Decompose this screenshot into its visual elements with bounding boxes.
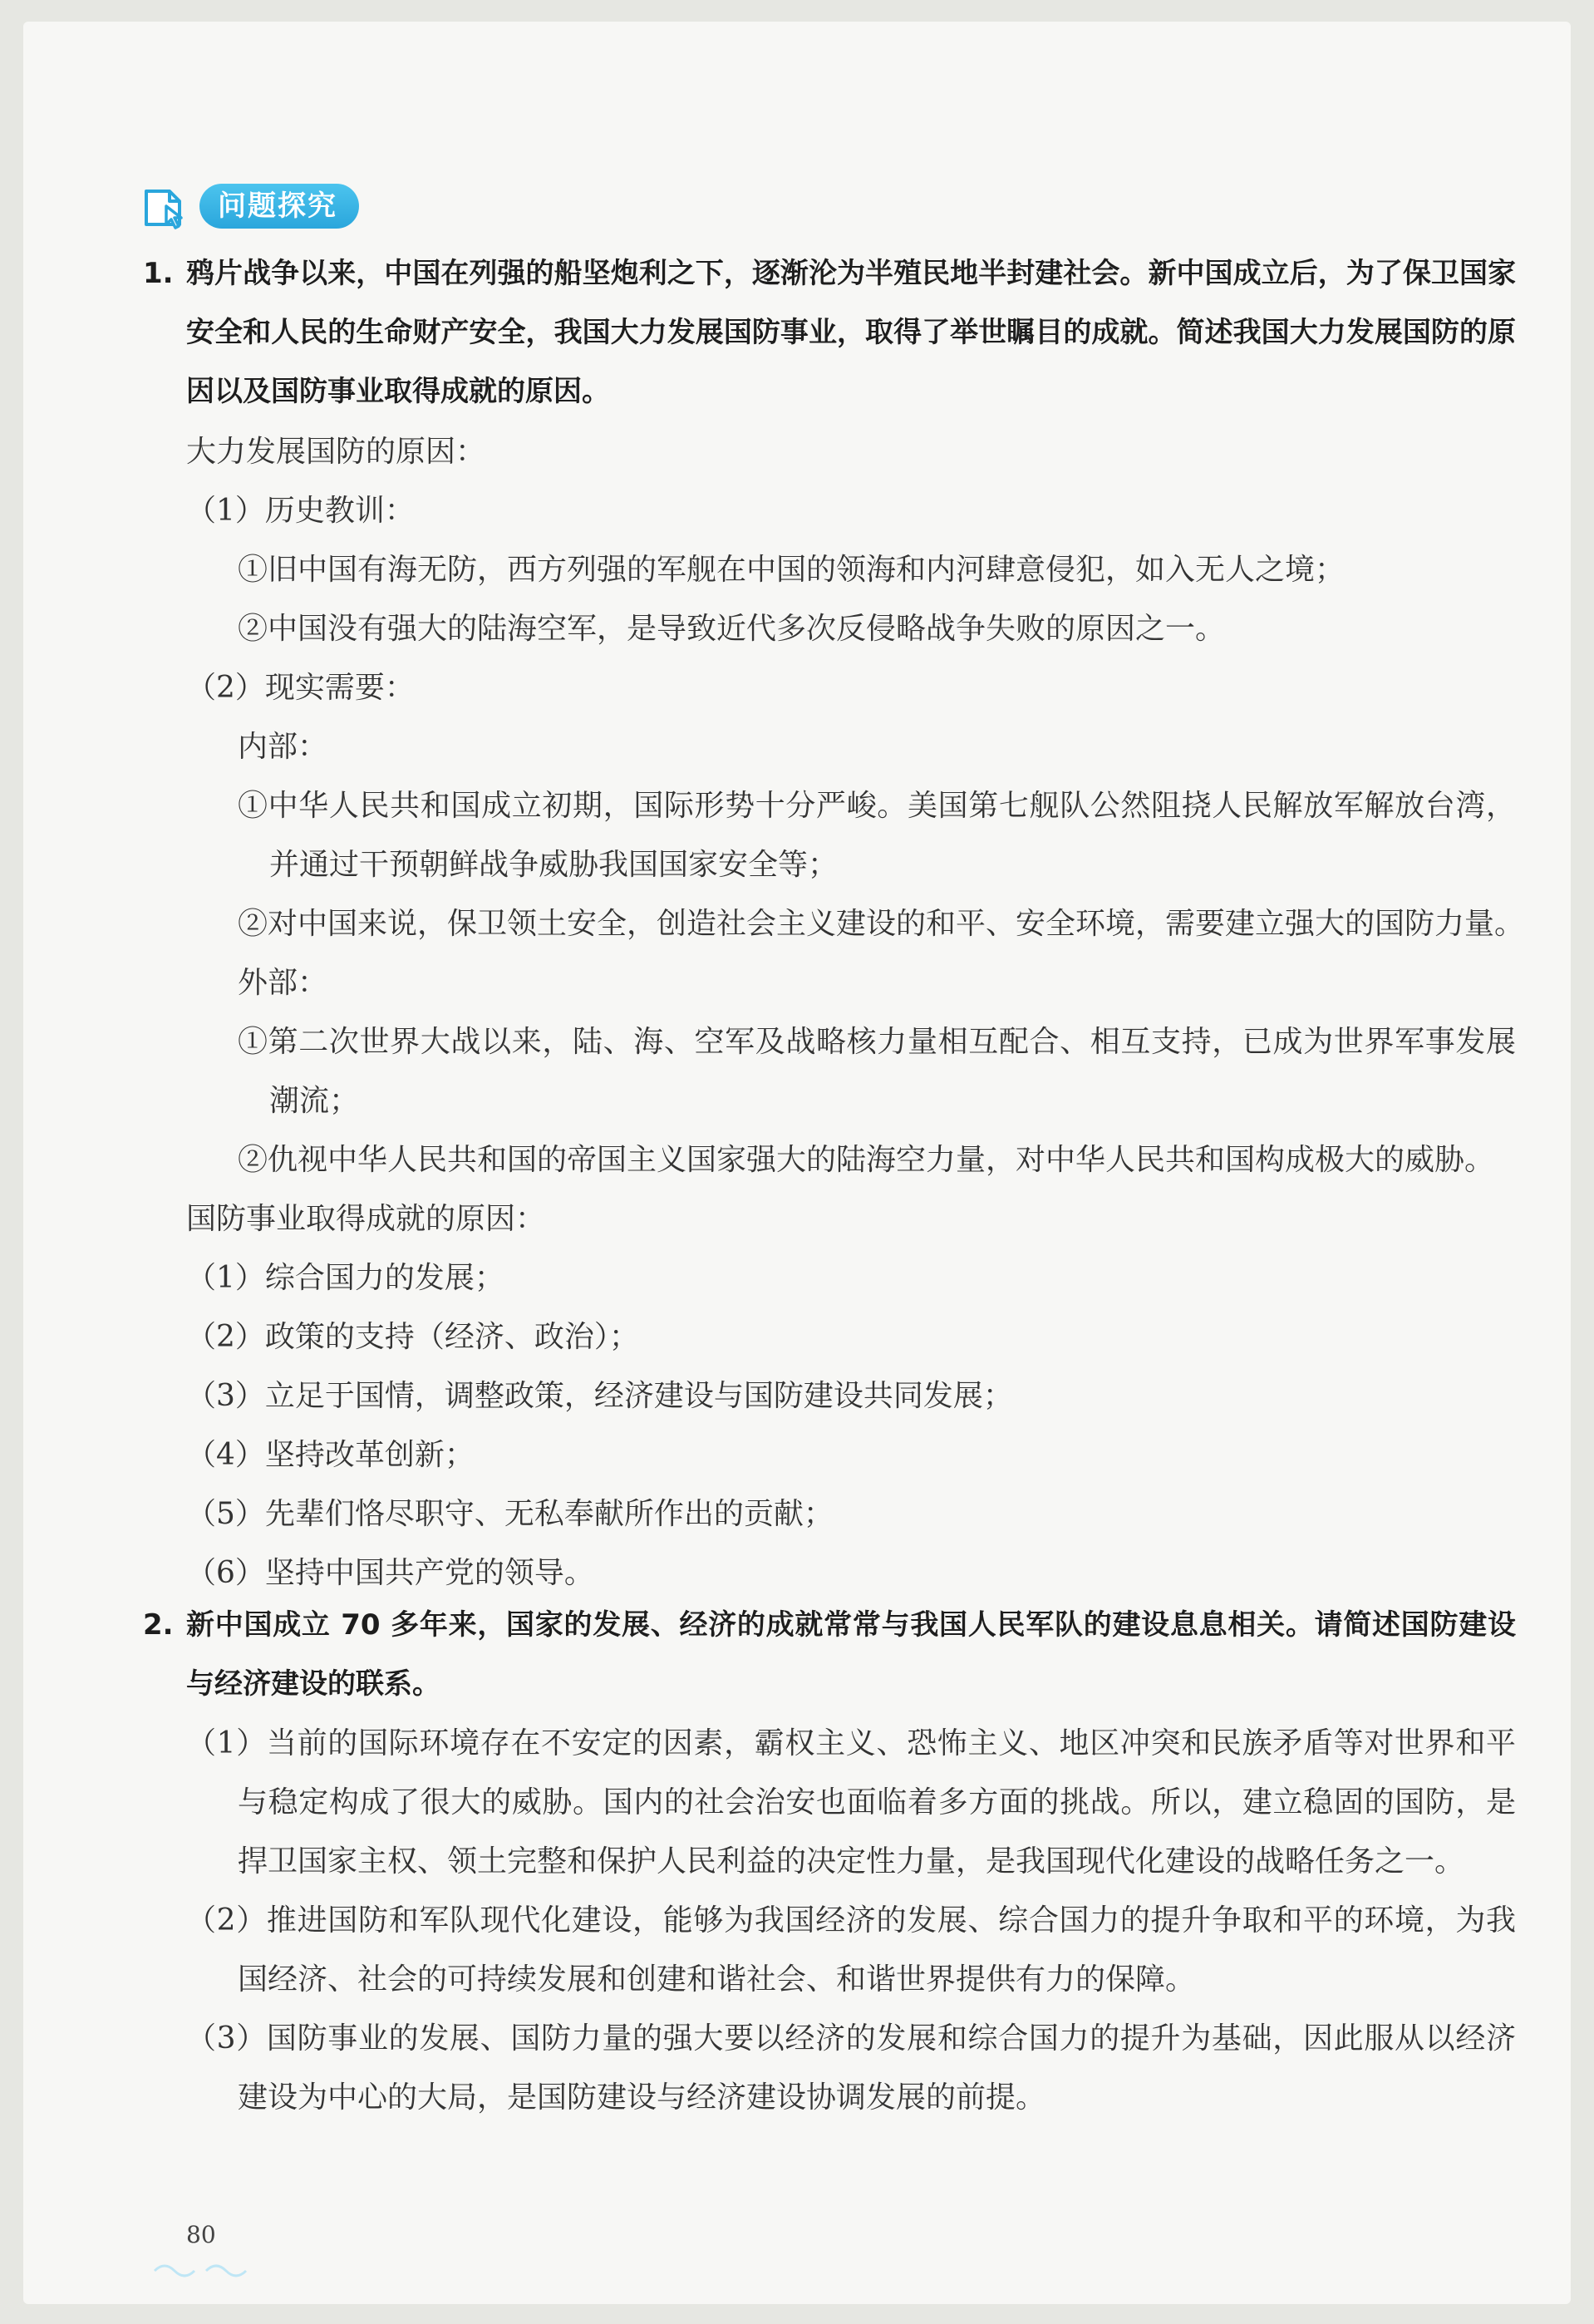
section-title: 问题探究 <box>199 184 359 229</box>
question-text: 新中国成立 70 多年来，国家的发展、经济的成就常常与我国人民军队的建设息息相关。请简述国防建设与经济建设的联系。 <box>186 1608 1516 1701</box>
answer-item: （3）立足于国情，调整政策，经济建设与国防建设共同发展； <box>186 1379 1013 1413</box>
wave-decoration-icon <box>148 2249 256 2282</box>
question-1 <box>143 244 1516 421</box>
question-number: 2. <box>143 1608 174 1642</box>
answer-item: （4）坚持改革创新； <box>186 1438 475 1472</box>
question-number: 1. <box>143 257 174 290</box>
answer-subheading: 外部： <box>238 966 328 1000</box>
answer-heading: 国防事业取得成就的原因： <box>186 1202 546 1236</box>
question-2 <box>143 1596 1516 1714</box>
answer-paragraph: （2）推进国防和军队现代化建设，能够为我国经济的发展、综合国力的提升争取和平的环境，为我国经济、社会的可持续发展和创建和谐社会、和谐世界提供有力的保障。 <box>186 1903 1516 1997</box>
answer-item: ①中华人民共和国成立初期，国际形势十分严峻。美国第七舰队公然阻挠人民解放军解放台湾，并通过干预朝鲜战争威胁我国国家安全等； <box>238 789 1516 882</box>
answer-2 <box>186 1714 1516 2127</box>
answer-item: （5）先辈们恪尽职守、无私奉献所作出的贡献； <box>186 1497 834 1531</box>
answer-item: ②中国没有强大的陆海空军，是导致近代多次反侵略战争失败的原因之一。 <box>238 612 1226 646</box>
answer-paragraph: （3）国防事业的发展、国防力量的强大要以经济的发展和综合国力的提升为基础，因此服从以经济建设为中心的大局，是国防建设与经济建设协调发展的前提。 <box>186 2021 1516 2115</box>
answer-item: ②对中国来说，保卫领土安全，创造社会主义建设的和平、安全环境，需要建立强大的国防力量。 <box>238 907 1525 941</box>
answer-paragraph: （1）当前的国际环境存在不安定的因素，霸权主义、恐怖主义、地区冲突和民族矛盾等对世界和平与稳定构成了很大的威胁。国内的社会治安也面临着多方面的挑战。所以，建立稳固的国防，是捍卫国家主权、领土完整和保护人民利益的决定性力量，是我国现代化建设的战略任务之一。 <box>186 1726 1516 1878</box>
answer-item: （2）政策的支持（经济、政治）； <box>186 1320 639 1354</box>
question-text: 鸦片战争以来，中国在列强的船坚炮利之下，逐渐沦为半殖民地半封建社会。新中国成立后，为了保卫国家安全和人民的生命财产安全，我国大力发展国防事业，取得了举世瞩目的成就。简述我国大力发展国防的原因以及国防事业取得成就的原因。 <box>186 257 1516 408</box>
answer-subheading: （1）历史教训： <box>186 494 415 528</box>
answer-1 <box>186 422 1525 1603</box>
answer-subheading: 内部： <box>238 730 328 764</box>
cursor-document-icon <box>141 183 206 229</box>
answer-subheading: （2）现实需要： <box>186 671 415 705</box>
answer-item: ②仇视中华人民共和国的帝国主义国家强大的陆海空力量，对中华人民共和国构成极大的威胁。 <box>238 1143 1495 1177</box>
answer-item: ①旧中国有海无防，西方列强的军舰在中国的领海和内河肆意侵犯，如入无人之境； <box>238 553 1346 587</box>
textbook-page <box>23 22 1571 2304</box>
answer-item: （6）坚持中国共产党的领导。 <box>186 1556 594 1590</box>
answer-item: ①第二次世界大战以来，陆、海、空军及战略核力量相互配合、相互支持，已成为世界军事发展潮流； <box>238 1025 1516 1118</box>
answer-item: （1）综合国力的发展； <box>186 1261 504 1295</box>
answer-heading: 大力发展国防的原因： <box>186 435 486 469</box>
section-header <box>141 183 359 229</box>
page-number: 80 <box>186 2221 216 2248</box>
